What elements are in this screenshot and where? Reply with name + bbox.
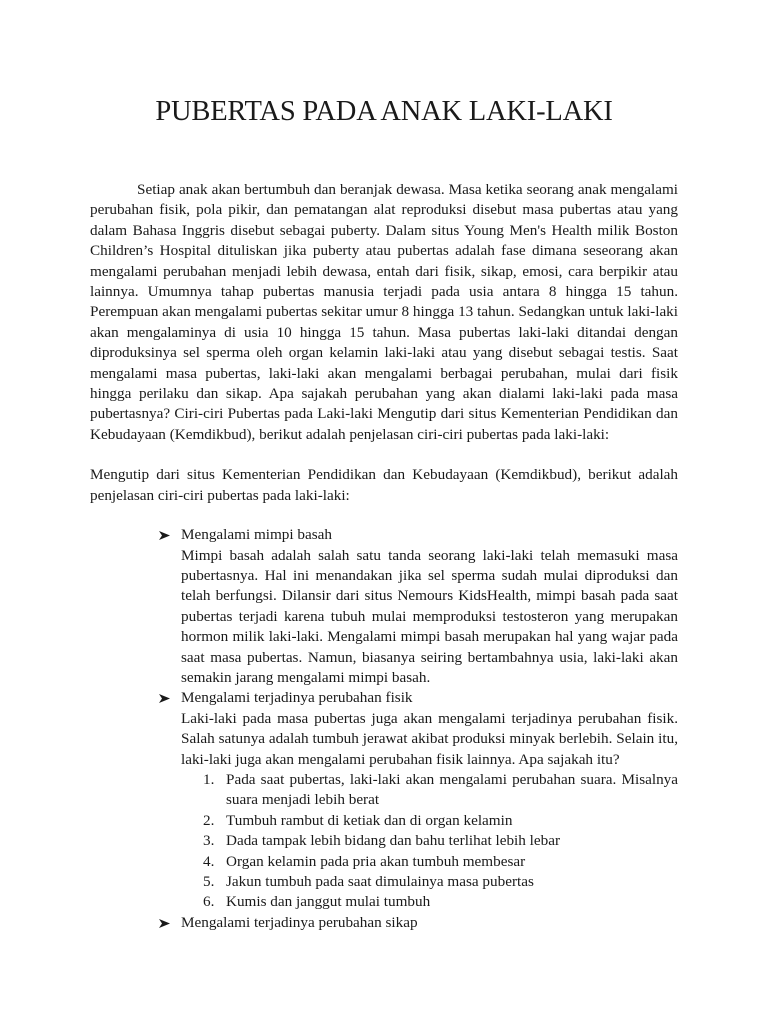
item-number: 1. — [203, 770, 215, 788]
list-item-body: Laki-laki pada masa pubertas juga akan mengalami terjadinya perubahan fisik. Salah satunya adalah tumbuh jerawat akibat produksi minyak berlebih. Selain itu, laki-laki juga akan mengalami perubahan fisik lainnya. Apa sajakah itu? — [181, 709, 678, 768]
arrowhead-bullet-icon — [159, 919, 170, 928]
item-number: 3. — [203, 832, 215, 850]
intro-paragraph: Setiap anak akan bertumbuh dan beranjak dewasa. Masa ketika seorang anak mengalami perubahan fisik, pola pikir, dan pematangan alat reproduksi disebut masa pubertas atau yang dalam Bahasa Inggris disebut sebagai puberty. Dalam situs Young Men's Health milik Boston Children’s Hospital dituliskan jika puberty atau pubertas adalah fase dimana seseorang akan mengalami perubahan menjadi lebih dewasa, entah dari fisik, sikap, emosi, cara berpikir atau lainnya. Umumnya tahap pubertas manusia terjadi pada usia antara 8 hingga 15 tahun. Perempuan akan mengalami pubertas sekitar umur 8 hingga 13 tahun. Sedangkan untuk laki-laki akan mengalaminya di usia 10 hingga 15 tahun. Masa pubertas laki-laki ditandai dengan diproduksinya sel sperma oleh organ kelamin laki-laki atau yang disebut sebagai testis. Saat mengalami masa pubertas, laki-laki akan mengalami berbagai perubahan, mulai dari fisik hingga perilaku dan sikap. Apa sajakah perubahan yang akan dialami laki-laki pada masa pubertasnya? Ciri-ciri Pubertas pada Laki-laki Mengutip dari situs Kementerian Pendidikan dan Kebudayaan (Kemdikbud), berikut adalah penjelasan ciri-ciri pubertas pada laki-laki: — [90, 181, 678, 443]
list-item — [158, 913, 678, 933]
item-number: 5. — [203, 873, 215, 890]
item-number: 4. — [203, 852, 215, 870]
numbered-item — [203, 852, 678, 872]
numbered-item — [203, 811, 678, 831]
numbered-item — [203, 872, 678, 892]
item-text: Organ kelamin pada pria akan tumbuh membesar — [226, 852, 526, 870]
document-body — [90, 180, 678, 933]
item-text: Pada saat pubertas, laki-laki akan mengalami perubahan suara. Misalnya suara menjadi lebih berat — [226, 770, 678, 809]
physical-changes-list — [181, 770, 678, 913]
arrowhead-bullet-icon — [159, 694, 170, 703]
item-text: Tumbuh rambut di ketiak dan di organ kelamin — [226, 811, 513, 829]
list-item-title: Mengalami mimpi basah — [181, 526, 332, 544]
second-paragraph: Mengutip dari situs Kementerian Pendidikan dan Kebudayaan (Kemdikbud), berikut adalah penjelasan ciri-ciri pubertas pada laki-laki: — [90, 466, 678, 504]
list-item — [158, 688, 678, 912]
list-item — [158, 525, 678, 688]
item-number: 6. — [203, 893, 215, 911]
item-text: Dada tampak lebih bidang dan bahu terlihat lebih lebar — [226, 832, 561, 850]
list-item-title: Mengalami terjadinya perubahan sikap — [181, 913, 418, 931]
item-number: 2. — [203, 811, 215, 829]
numbered-item — [203, 770, 678, 811]
arrowhead-bullet-icon — [159, 531, 170, 540]
item-text: Jakun tumbuh pada saat dimulainya masa pubertas — [226, 873, 534, 890]
list-item-body: Mimpi basah adalah salah satu tanda seorang laki-laki telah memasuki masa pubertasnya. Hal ini menandakan jika sel sperma sudah mulai diproduksi dan telah berfungsi. Dilansir dari situs Nemours KidsHealth, mimpi basah pada saat pubertas terjadi karena tubuh mulai memproduksi testosteron yang merupakan hormon milik laki-laki. Mengalami mimpi basah merupakan hal yang wajar pada saat masa pubertas. Namun, biasanya seiring bertambahnya usia, laki-laki akan semakin jarang mengalami mimpi basah. — [181, 546, 678, 686]
characteristics-list — [90, 525, 678, 933]
page-title: PUBERTAS PADA ANAK LAKI-LAKI — [155, 96, 613, 127]
numbered-item — [203, 831, 678, 851]
list-item-title: Mengalami terjadinya perubahan fisik — [181, 689, 413, 707]
item-text: Kumis dan janggut mulai tumbuh — [226, 893, 431, 911]
numbered-item — [203, 892, 678, 912]
